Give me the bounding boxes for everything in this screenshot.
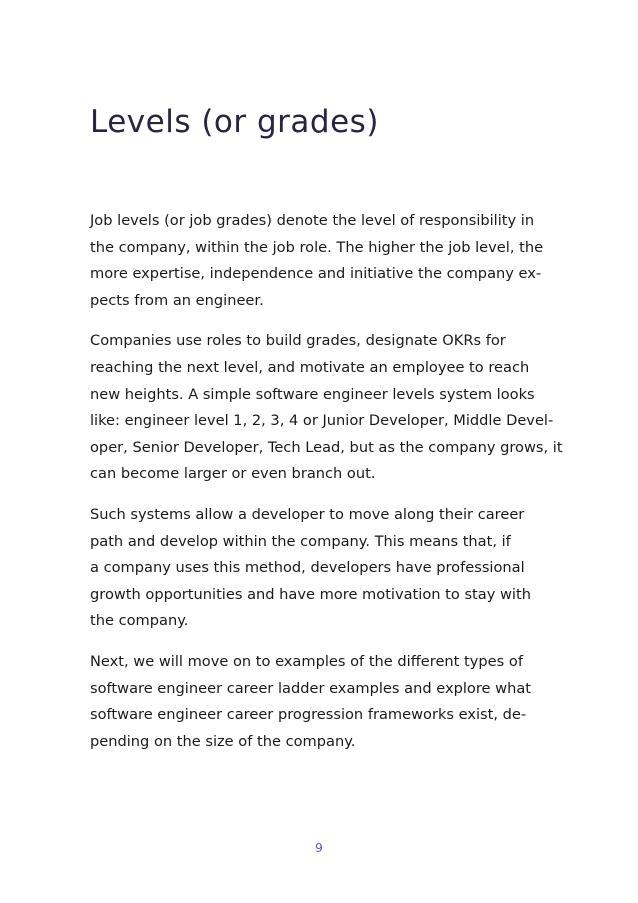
text-line: path and develop within the company. This means that, if	[90, 532, 511, 550]
paragraph-3	[90, 502, 552, 635]
paragraph-4	[90, 649, 552, 755]
page-number: 9	[315, 841, 323, 855]
text-line: like: engineer level 1, 2, 3, 4 or Junior Developer, Middle Devel-	[90, 412, 554, 430]
body-text	[90, 208, 563, 769]
text-line: Next, we will move on to examples of the different types of	[90, 652, 523, 670]
text-line: Companies use roles to build grades, designate OKRs for	[90, 332, 506, 350]
text-line: oper, Senior Developer, Tech Lead, but as the company grows, it	[90, 438, 563, 456]
text-line: a company uses this method, developers have professional	[90, 559, 525, 577]
page-title: Levels (or grades)	[90, 104, 379, 140]
paragraph-1	[90, 208, 552, 314]
text-line: software engineer career ladder examples and explore what	[90, 679, 531, 697]
text-line: growth opportunities and have more motivation to stay with	[90, 585, 531, 603]
text-line: software engineer career progression frameworks exist, de-	[90, 706, 527, 724]
text-line: Job levels (or job grades) denote the level of responsibility in	[90, 212, 535, 229]
text-line: more expertise, independence and initiative the company ex-	[90, 265, 542, 283]
text-line: pects from an engineer.	[90, 291, 264, 309]
paragraph-2	[90, 328, 563, 488]
text-line: pending on the size of the company.	[90, 732, 356, 750]
text-line: reaching the next level, and motivate an employee to reach	[90, 358, 530, 376]
text-line: the company.	[90, 612, 189, 630]
text-line: can become larger or even branch out.	[90, 465, 376, 483]
text-line: the company, within the job role. The higher the job level, the	[90, 238, 544, 256]
text-line: Such systems allow a developer to move along their career	[90, 505, 525, 523]
text-line: new heights. A simple software engineer levels system looks	[90, 385, 535, 403]
